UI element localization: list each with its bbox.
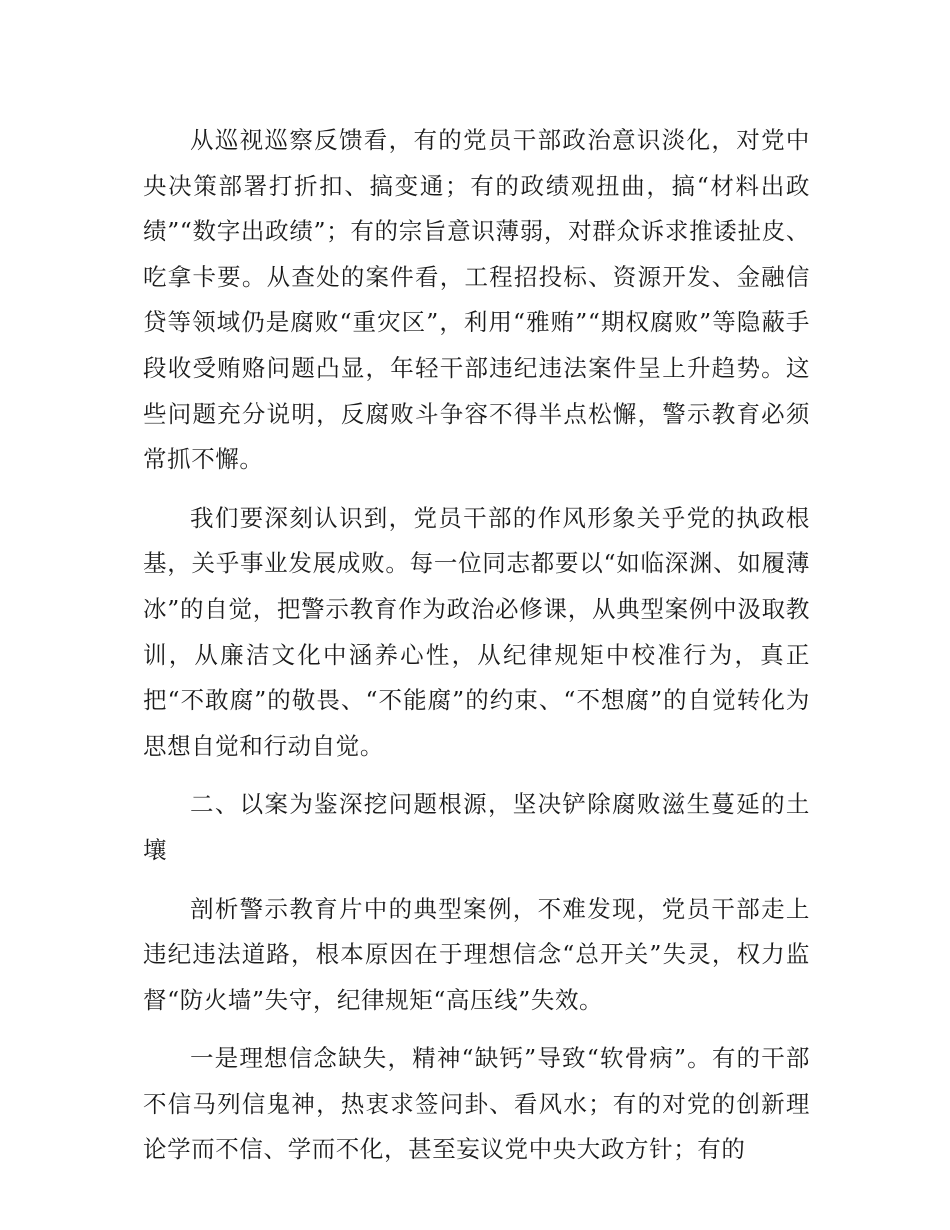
paragraph-case-analysis: 剖析警示教育片中的典型案例，不难发现，党员干部走上违纪违法道路，根本原因在于理想信念“总开关”失灵，权力监督“防火墙”失守，纪律规矩“高压线”失效。 xyxy=(143,894,810,1014)
section-heading-2: 二、以案为鉴深挖问题根源，坚决铲除腐败滋生蔓延的土壤 xyxy=(143,790,810,864)
paragraph-ideals-lacking: 一是理想信念缺失，精神“缺钙”导致“软骨病”。有的干部不信马列信鬼神，热衷求签问卦、看风水；有的对党的创新理论学而不信、学而不化，甚至妄议党中央大政方针；有的 xyxy=(143,1044,810,1164)
paragraph-deep-understanding: 我们要深刻认识到，党员干部的作风形象关乎党的执政根基，关乎事业发展成败。每一位同志都要以“如临深渊、如履薄冰”的自觉，把警示教育作为政治必修课，从典型案例中汲取教训，从廉洁文化中涵养心性，从纪律规矩中校准行为，真正把“不敢腐”的敬畏、“不能腐”的约束、“不想腐”的自觉转化为思想自觉和行动自觉。 xyxy=(143,503,810,760)
paragraph-inspection-feedback: 从巡视巡察反馈看，有的党员干部政治意识淡化，对党中央决策部署打折扣、搞变通；有的政绩观扭曲，搞“材料出政绩”“数字出政绩”；有的宗旨意识薄弱，对群众诉求推诿扯皮、吃拿卡要。从查处的案件看，工程招投标、资源开发、金融信贷等领域仍是腐败“重灾区”，利用“雅贿”“期权腐败”等隐蔽手段收受贿赂问题凸显，年轻干部违纪违法案件呈上升趋势。这些问题充分说明，反腐败斗争容不得半点松懈，警示教育必须常抓不懈。 xyxy=(143,126,810,474)
document-body xyxy=(143,118,810,1173)
